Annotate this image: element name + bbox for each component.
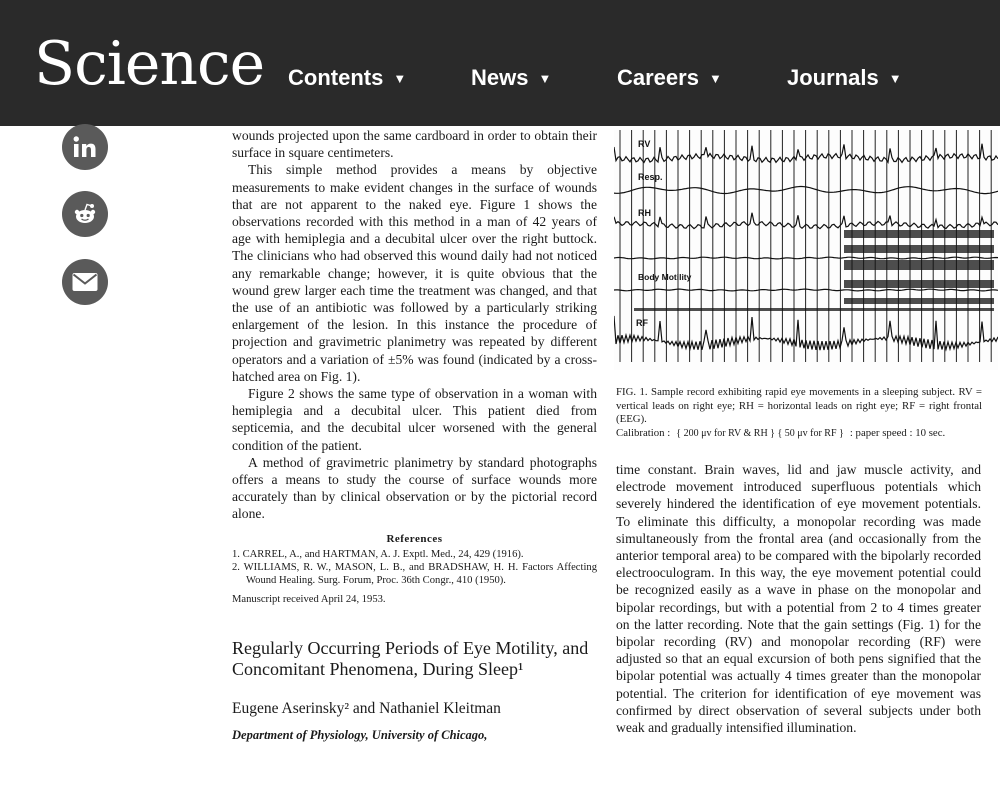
site-header (0, 0, 1000, 126)
trace-label: Resp. (638, 172, 663, 182)
paper-speed: : paper speed : 10 sec. (849, 426, 946, 439)
figure-caption (616, 386, 982, 440)
paragraph: This simple method provides a means by objective measurements to make evident changes in the surface of wounds that are not apparent to the naked eye. Figure 1 shows the observations recorded with this method in a man of 42 years of age with hemiplegia and a decubital ulcer over the right buttock. The clinicians who had observed this wound daily had not noticed any remarkable change; however, it is quite obvious that the wound grew larger each time the treatment was changed, and that the use of an antibiotic was followed by a particularly striking enlargement of the lesion. In this instance the procedure of projection and gravimetric planimetry was repeated by different operators and a variation of ±5% was found (indicated by a cross-hatched area on Fig. 1). (232, 162, 597, 384)
reddit-icon (71, 200, 99, 228)
references-heading: References (386, 532, 443, 545)
right-column (616, 461, 981, 736)
trace-label: RF (636, 318, 648, 328)
paragraph: Figure 2 shows the same type of observation in a woman with hemiplegia and a decubital ulcer. This patient died from septicemia, and the decubital ulcer worsened with the general condition of the patient. (232, 386, 597, 453)
calibration-values: { 200 μv for RV & RH } { 50 μv for RF } (676, 427, 844, 439)
nav-contents[interactable] (288, 62, 406, 94)
paragraph: A method of gravimetric planimetry by standard photographs offers a means to study the course of surface wounds more accurately than by clinical observation or by the pictorial record alone. (232, 454, 597, 522)
reference-item: 1. CARREL, A., and HARTMAN, A. J. Exptl. Med., 24, 429 (1916). (232, 548, 524, 560)
article-title: Regularly Occurring Periods of Eye Motility, and Concomitant Phenomena, During Sleep¹ (232, 638, 589, 680)
share-reddit-button[interactable] (62, 191, 108, 237)
nav-careers-label: Careers (617, 65, 699, 90)
nav-journals-label: Journals (787, 65, 879, 90)
paragraph: wounds projected upon the same cardboard in order to obtain their surface in square centimeters. (232, 128, 597, 161)
linkedin-icon (72, 134, 98, 160)
nav-contents-label: Contents (288, 65, 384, 90)
share-email-button[interactable] (62, 259, 108, 305)
reference-item: 2. WILLIAMS, R. W., MASON, L. B., and BRADSHAW, H. H. Factors Affecting Wound Healing. Surg. Forum, Proc. 36th Congr., 410 (1950). (232, 562, 597, 587)
trace-label: RH (638, 208, 651, 218)
eeg-record-image (614, 130, 998, 370)
nav-careers[interactable] (617, 62, 722, 94)
trace-label: Body Motility (638, 272, 692, 282)
nav-news-label: News (471, 65, 529, 90)
chevron-down-icon: ▼ (538, 70, 552, 86)
manuscript-received: Manuscript received April 24, 1953. (232, 594, 386, 606)
chevron-down-icon: ▼ (708, 70, 722, 86)
calibration-label: Calibration : (616, 426, 671, 439)
share-linkedin-button[interactable] (62, 124, 108, 170)
paragraph: time constant. Brain waves, lid and jaw muscle activity, and electrode movement introduced superfluous potentials which severely hindered the identification of eye movement potentials. To eliminate this difficulty, a monopolar recording was made simultaneously from the frontal area (and occasionally from the anterior temporal area) to be compared with the bipolarly recorded electrooculogram. In this way, the eye movement potential could be recognized easily as a wave in phase on the monopolar and bipolar recordings, but with a potential from 2 to 4 times greater on the latter recording. Note that the gain settings (Fig. 1) for the bipolar recording (RV) and monopolar recording (RF) were adjusted so that an equal excursion of both pens signified that the bipolar potential was actually 4 times greater than the monopolar potential. The criterion for identification of eye movement was confirmed by direct observation of several subjects under both weak and gradually intensified illumination. (616, 462, 981, 736)
caption-text: FIG. 1. Sample record exhibiting rapid eye movements in a sleeping subject. RV = vertical leads on right eye; RH = horizontal leads on right eye; RF = right frontal (EEG). (616, 386, 982, 425)
nav-news[interactable] (471, 62, 551, 94)
email-icon (71, 271, 99, 293)
chevron-down-icon: ▼ (888, 70, 902, 86)
trace-label: RV (638, 139, 651, 149)
figure-1 (614, 130, 998, 370)
nav-journals[interactable] (787, 62, 902, 94)
chevron-down-icon: ▼ (393, 70, 407, 86)
science-logo[interactable]: Science (34, 29, 265, 99)
authors: Eugene Aserinsky² and Nathaniel Kleitman (232, 700, 501, 718)
affiliation: Department of Physiology, University of Chicago, (232, 727, 488, 742)
left-column (232, 127, 597, 744)
